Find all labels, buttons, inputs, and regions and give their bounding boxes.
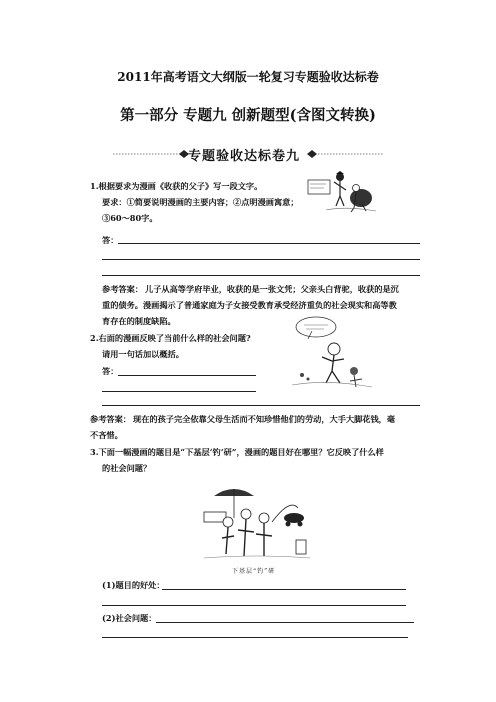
q1-answer-line-1[interactable] [118, 243, 420, 244]
q2-reference-line-2: 不吝惜。 [90, 430, 123, 440]
q1-answer-line-2[interactable] [102, 259, 420, 260]
q1-reference-line-3: 育存在的制度缺陷。 [102, 316, 176, 326]
harvest-father-son-cartoon [306, 168, 380, 214]
q1-reference-label: 参考答案： [102, 284, 143, 294]
q3-sub2-line-1[interactable] [156, 622, 414, 623]
q2-prompt: 2.右面的漫画反映了当前什么样的社会问题? [90, 333, 251, 343]
q3-sub2-label: (2)社会问题： [102, 613, 157, 623]
q1-prompt: 1.根据要求为漫画《收获的父子》写一段文字。 [90, 181, 263, 191]
q3-sub2-line-2[interactable] [102, 637, 408, 638]
q3-prompt-line-2: 的社会问题？ [102, 463, 152, 473]
q1-requirement-2: ③60～80字。 [102, 213, 158, 223]
document-title: 2011年高考语文大纲版一轮复习专题验收达标卷 [117, 70, 379, 84]
banner-title: 专题验收达标卷九 [188, 149, 301, 164]
q2-reference-line-1: 现在的孩子完全依靠父母生活而不知珍惜他们的劳动，大手大脚花钱，毫 [133, 414, 396, 424]
spending-child-cartoon [272, 313, 380, 391]
q3-sub1-line-1[interactable] [162, 589, 406, 590]
q3-sub1-line-2[interactable] [102, 605, 406, 606]
q1-reference-line-2: 重的债务。漫画揭示了普通家庭为子女接受教育承受经济重负的社会现实和高等教 [102, 300, 397, 310]
q2-answer-line-1[interactable] [118, 375, 256, 376]
fishing-research-cartoon [198, 478, 314, 564]
document-subtitle: 第一部分 专题九 创新题型(含图文转换) [120, 107, 376, 124]
q1-reference-line-1: 儿子从高等学府毕业，收获的是一张文凭；父亲头白背驼，收获的是沉 [145, 284, 399, 294]
q1-answer-label: 答： [102, 235, 119, 245]
q2-answer-line-2[interactable] [102, 391, 256, 392]
q1-answer-line-3[interactable] [102, 275, 420, 276]
q2-answer-label: 答： [102, 366, 119, 376]
cartoon-3-caption: 下基层“钓”研 [232, 568, 276, 575]
q3-sub1-label: (1)题目的好处： [102, 580, 165, 590]
q1-requirement-1: 要求：①简要说明漫画的主要内容；②点明漫画寓意； [102, 197, 299, 207]
q2-requirement: 请用一句话加以概括。 [102, 349, 184, 359]
q2-answer-line-3[interactable] [102, 405, 420, 406]
q3-prompt-line-1: 3.下面一幅漫画的题目是“下基层‘钓’研”，漫画的题目好在哪里？它反映了什么样 [90, 447, 384, 457]
q2-reference-label: 参考答案： [90, 414, 131, 424]
